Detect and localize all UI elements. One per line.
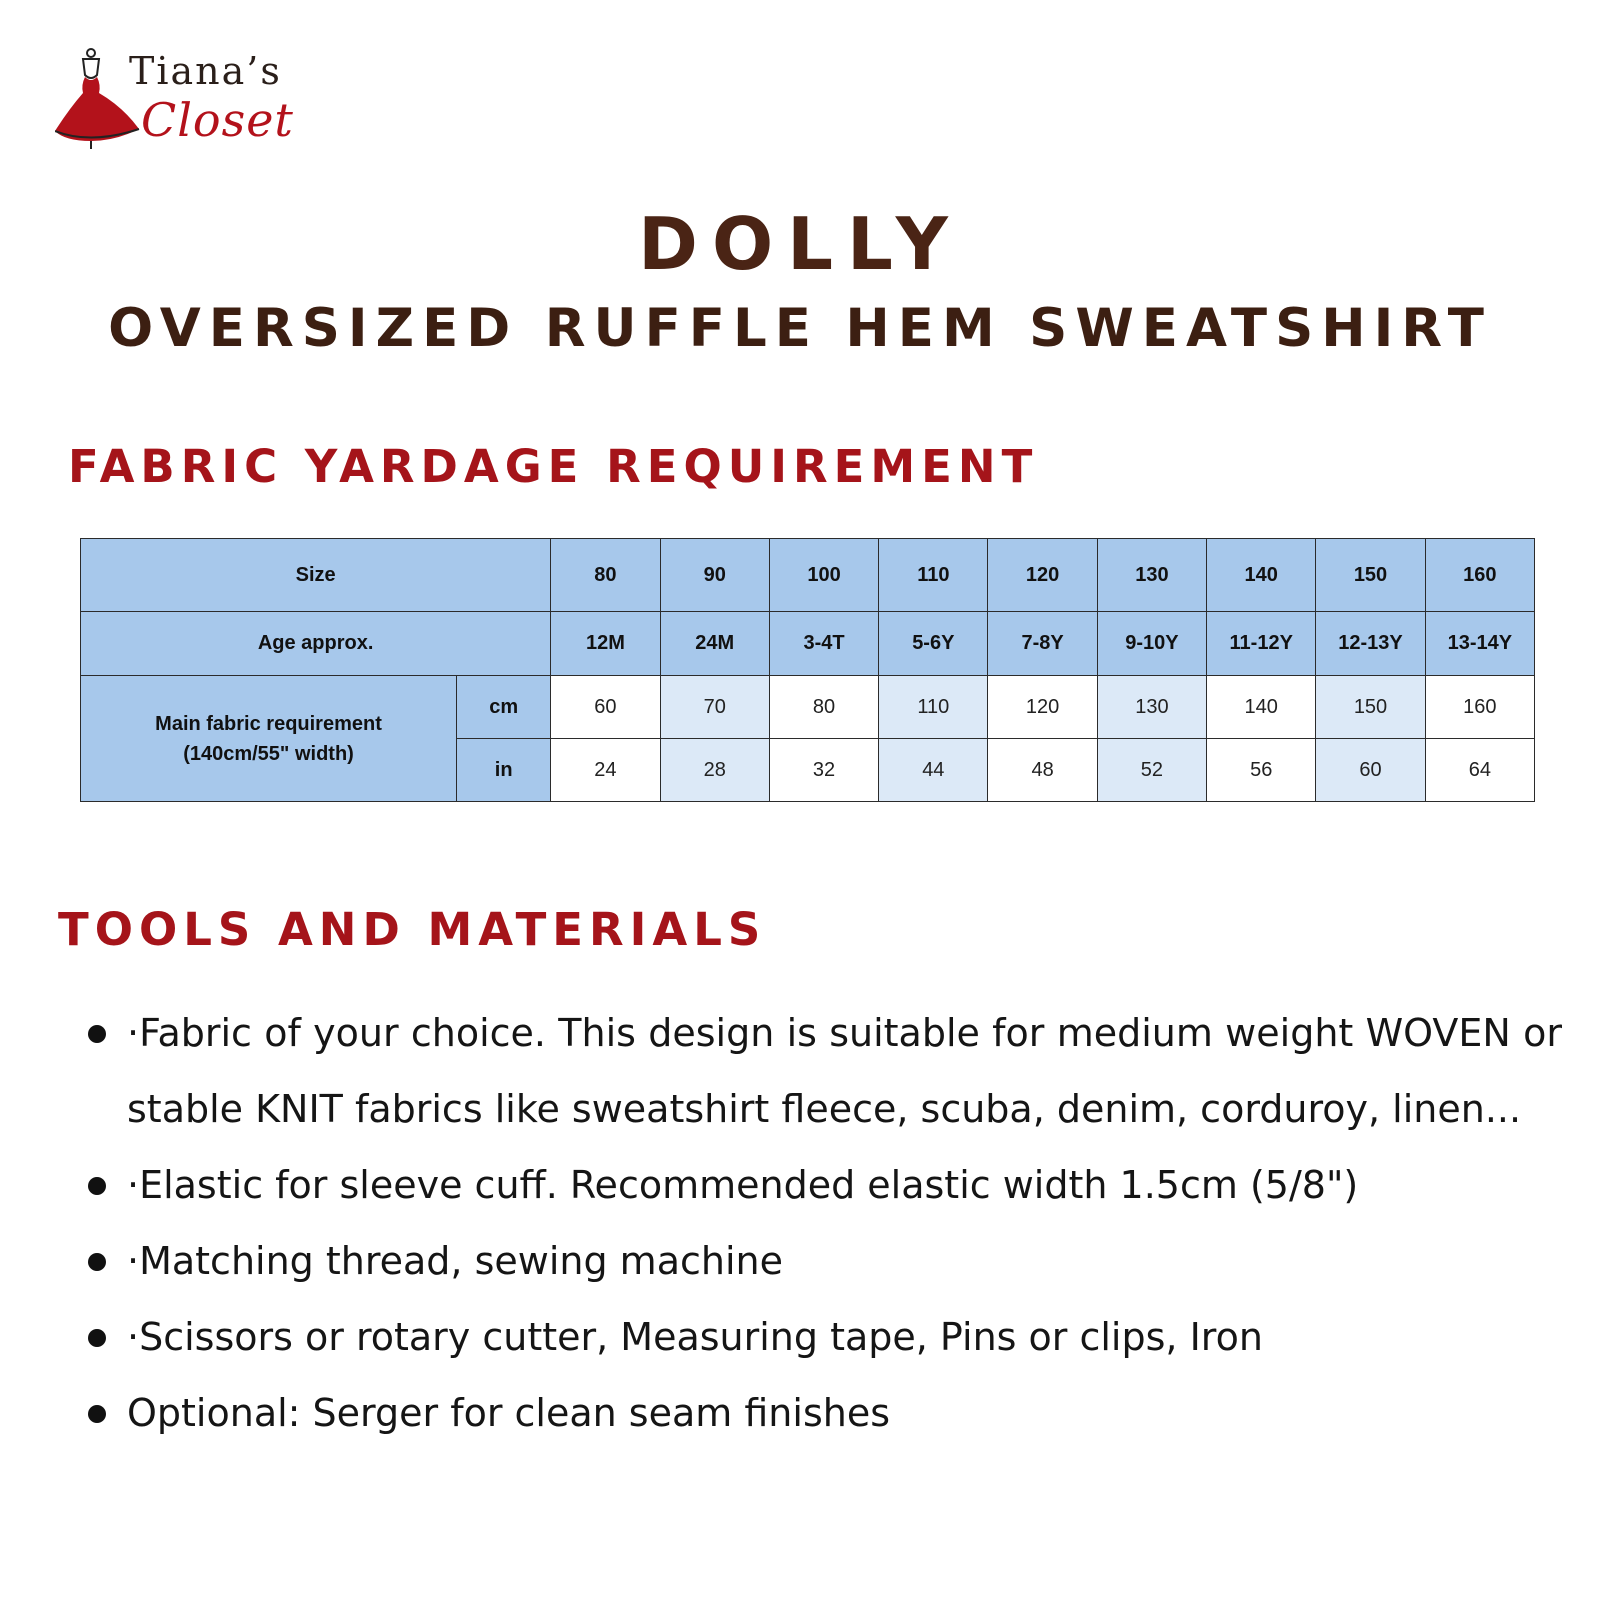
fabric-label-line1: Main fabric requirement — [155, 712, 382, 735]
bullet-icon — [88, 1253, 106, 1271]
brand-name-line1: Tiana’s — [129, 49, 282, 93]
tools-section-heading: TOOLS AND MATERIALS — [58, 903, 767, 956]
cm-cell: 60 — [551, 676, 660, 739]
size-cell: 120 — [988, 539, 1097, 612]
age-label: Age approx. — [81, 612, 551, 676]
age-cell: 11-12Y — [1207, 612, 1316, 676]
cm-cell: 110 — [879, 676, 988, 739]
list-item-text: ·Fabric of your choice. This design is suitable for medium weight WOVEN or stable KNIT fabrics like sweatshirt fleece, scuba, denim, corduroy, linen... — [127, 1011, 1562, 1131]
age-cell: 12M — [551, 612, 660, 676]
cm-cell: 140 — [1207, 676, 1316, 739]
age-cell: 3-4T — [769, 612, 878, 676]
list-item — [82, 1223, 1562, 1299]
size-cell: 110 — [879, 539, 988, 612]
size-cell: 140 — [1207, 539, 1316, 612]
list-item — [82, 1375, 1562, 1451]
age-cell: 5-6Y — [879, 612, 988, 676]
cm-cell: 80 — [769, 676, 878, 739]
fabric-label-line2: (140cm/55" width) — [183, 742, 354, 765]
bullet-icon — [88, 1177, 106, 1195]
in-cell: 28 — [660, 739, 769, 802]
list-item-text: Optional: Serger for clean seam finishes — [127, 1391, 891, 1435]
age-row — [81, 612, 1535, 676]
list-item — [82, 1299, 1562, 1375]
in-cell: 64 — [1425, 739, 1534, 802]
fabric-yardage-table — [80, 538, 1535, 802]
pattern-title: DOLLY — [638, 202, 962, 286]
size-cell: 130 — [1097, 539, 1206, 612]
unit-in-label: in — [457, 739, 551, 802]
tools-list — [82, 995, 1562, 1451]
cm-row — [81, 676, 1535, 739]
in-cell: 60 — [1316, 739, 1425, 802]
in-cell: 24 — [551, 739, 660, 802]
fabric-section-heading: FABRIC YARDAGE REQUIREMENT — [68, 440, 1039, 493]
size-cell: 150 — [1316, 539, 1425, 612]
list-item-text: ·Elastic for sleeve cuff. Recommended elastic width 1.5cm (5/8") — [127, 1163, 1359, 1207]
bullet-icon — [88, 1025, 106, 1043]
pattern-subtitle: OVERSIZED RUFFLE HEM SWEATSHIRT — [108, 298, 1492, 359]
age-cell: 13-14Y — [1425, 612, 1534, 676]
in-cell: 32 — [769, 739, 878, 802]
age-cell: 9-10Y — [1097, 612, 1206, 676]
in-cell: 48 — [988, 739, 1097, 802]
in-cell: 56 — [1207, 739, 1316, 802]
brand-logo — [55, 45, 295, 155]
cm-cell: 160 — [1425, 676, 1534, 739]
cm-cell: 70 — [660, 676, 769, 739]
list-item — [82, 1147, 1562, 1223]
age-cell: 7-8Y — [988, 612, 1097, 676]
in-cell: 44 — [879, 739, 988, 802]
bullet-icon — [88, 1405, 106, 1423]
cm-cell: 150 — [1316, 676, 1425, 739]
bullet-icon — [88, 1329, 106, 1347]
age-cell: 12-13Y — [1316, 612, 1425, 676]
list-item-text: ·Matching thread, sewing machine — [127, 1239, 783, 1283]
cm-cell: 130 — [1097, 676, 1206, 739]
fabric-requirement-label — [81, 676, 457, 802]
size-cell: 90 — [660, 539, 769, 612]
size-cell: 160 — [1425, 539, 1534, 612]
size-cell: 80 — [551, 539, 660, 612]
list-item — [82, 995, 1562, 1147]
age-cell: 24M — [660, 612, 769, 676]
size-cell: 100 — [769, 539, 878, 612]
brand-name-line2: Closet — [141, 93, 294, 147]
in-cell: 52 — [1097, 739, 1206, 802]
cm-cell: 120 — [988, 676, 1097, 739]
unit-cm-label: cm — [457, 676, 551, 739]
list-item-text: ·Scissors or rotary cutter, Measuring tape, Pins or clips, Iron — [127, 1315, 1263, 1359]
size-row — [81, 539, 1535, 612]
size-label: Size — [81, 539, 551, 612]
